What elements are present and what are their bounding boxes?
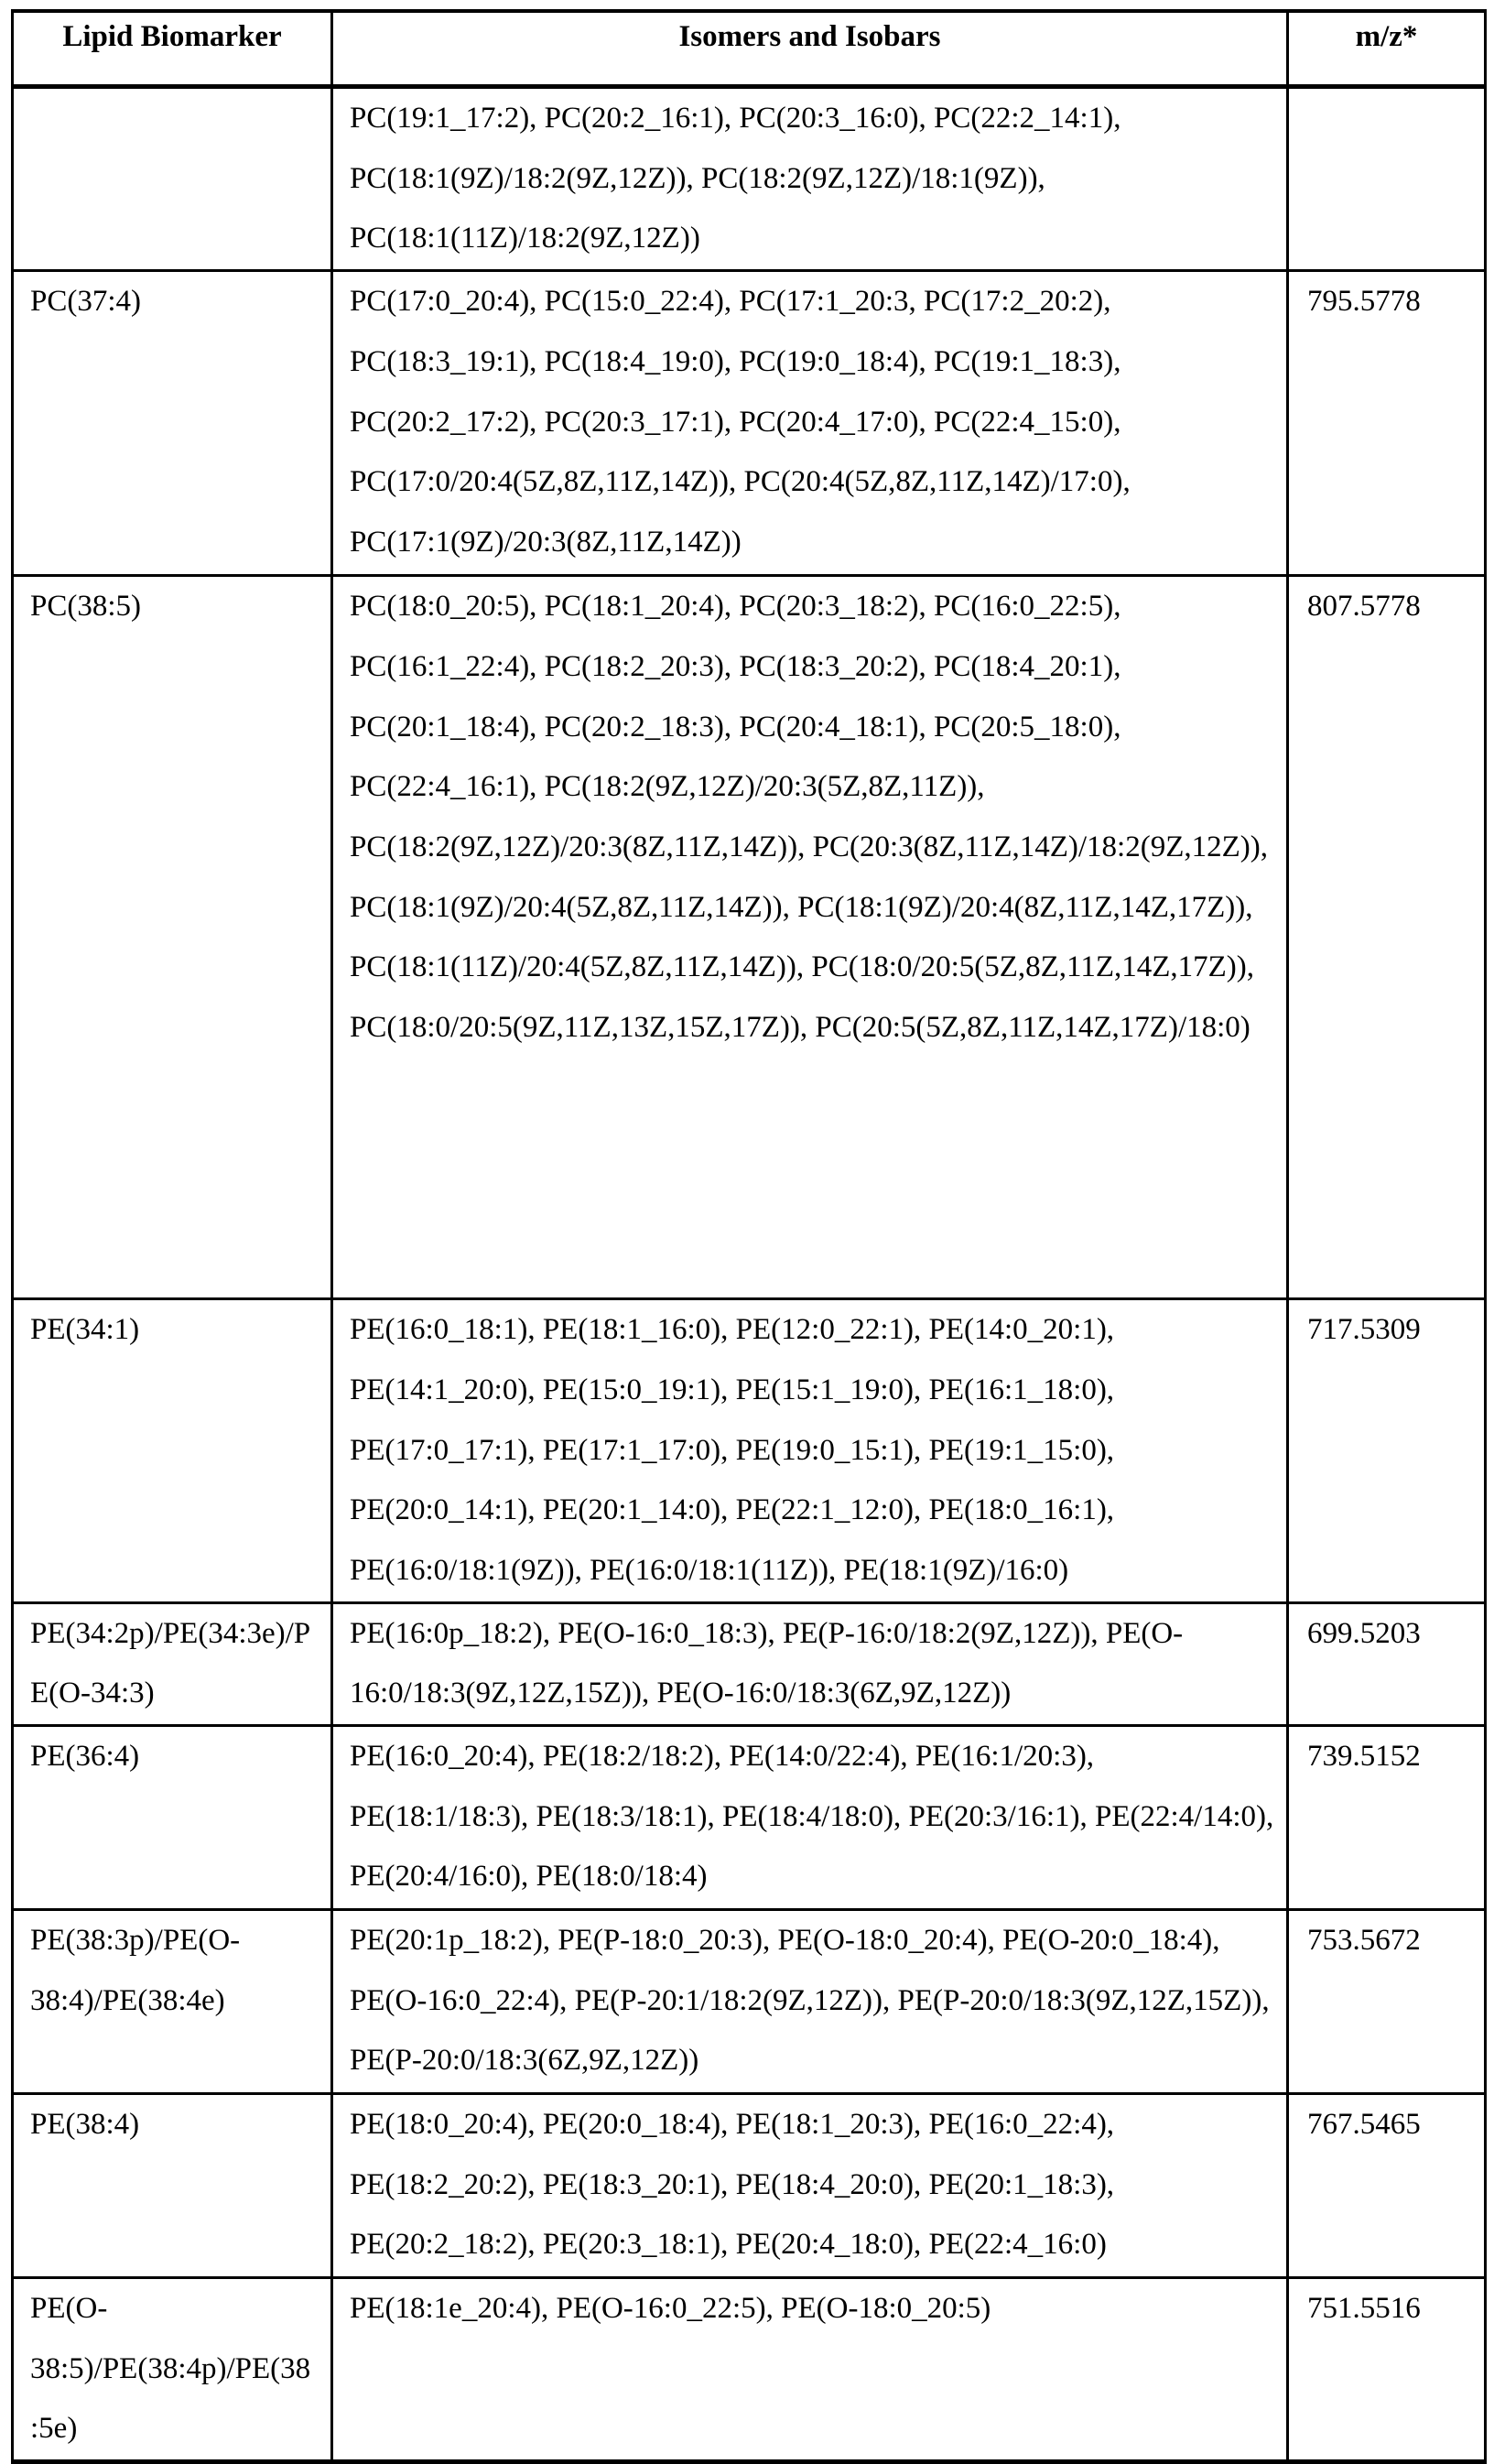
- lipid-biomarker-table: [11, 9, 1487, 2464]
- isomers-cell: PC(18:0_20:5), PC(18:1_20:4), PC(20:3_18:2), PC(16:0_22:5), PC(16:1_22:4), PC(18:2_20:3), PC(18:3_20:2), PC(18:4_20:1), PC(20:1_18:4), PC(20:2_18:3), PC(20:4_18:1), PC(20:5_18:0), PC(22:4_16:1), PC(18:2(9Z,12Z)/20:3(5Z,8Z,11Z)), PC(18:2(9Z,12Z)/20:3(8Z,11Z,14Z)), PC(20:3(8Z,11Z,14Z)/18:2(9Z,12Z)), PC(18:1(9Z)/20:4(5Z,8Z,11Z,14Z)), PC(18:1(9Z)/20:4(8Z,11Z,14Z,17Z)), PC(18:1(11Z)/20:4(5Z,8Z,11Z,14Z)), PC(18:0/20:5(5Z,8Z,11Z,14Z,17Z)), PC(18:0/20:5(9Z,11Z,13Z,15Z,17Z)), PC(20:5(5Z,8Z,11Z,14Z,17Z)/18:0): [332, 576, 1288, 1299]
- table-header-row: [13, 11, 1486, 87]
- biomarker-cell: PE(38:4): [13, 2094, 332, 2278]
- isomers-cell: PE(16:0_18:1), PE(18:1_16:0), PE(12:0_22:1), PE(14:0_20:1), PE(14:1_20:0), PE(15:0_19:1), PE(15:1_19:0), PE(16:1_18:0), PE(17:0_17:1), PE(17:1_17:0), PE(19:0_15:1), PE(19:1_15:0), PE(20:0_14:1), PE(20:1_14:0), PE(22:1_12:0), PE(18:0_16:1), PE(16:0/18:1(9Z)), PE(16:0/18:1(11Z)), PE(18:1(9Z)/16:0): [332, 1299, 1288, 1603]
- biomarker-cell: PC(38:5): [13, 576, 332, 1299]
- table-row: [13, 1602, 1486, 1725]
- isomers-cell: PE(16:0_20:4), PE(18:2/18:2), PE(14:0/22:4), PE(16:1/20:3), PE(18:1/18:3), PE(18:3/18:1), PE(18:4/18:0), PE(20:3/16:1), PE(22:4/14:0), PE(20:4/16:0), PE(18:0/18:4): [332, 1726, 1288, 1910]
- mz-cell: 795.5778: [1288, 271, 1486, 576]
- isomers-cell: PC(17:0_20:4), PC(15:0_22:4), PC(17:1_20:3, PC(17:2_20:2), PC(18:3_19:1), PC(18:4_19:0), PC(19:0_18:4), PC(19:1_18:3), PC(20:2_17:2), PC(20:3_17:1), PC(20:4_17:0), PC(22:4_15:0), PC(17:0/20:4(5Z,8Z,11Z,14Z)), PC(20:4(5Z,8Z,11Z,14Z)/17:0), PC(17:1(9Z)/20:3(8Z,11Z,14Z)): [332, 271, 1288, 576]
- mz-cell: 739.5152: [1288, 1726, 1486, 1910]
- mz-cell: 699.5203: [1288, 1602, 1486, 1725]
- biomarker-cell: PE(34:1): [13, 1299, 332, 1603]
- isomers-cell: PC(19:1_17:2), PC(20:2_16:1), PC(20:3_16:0), PC(22:2_14:1), PC(18:1(9Z)/18:2(9Z,12Z)), PC(18:2(9Z,12Z)/18:1(9Z)), PC(18:1(11Z)/18:2(9Z,12Z)): [332, 87, 1288, 271]
- isomers-cell: PE(18:1e_20:4), PE(O-16:0_22:5), PE(O-18:0_20:5): [332, 2278, 1288, 2462]
- biomarker-cell: PE(38:3p)/PE(O-38:4)/PE(38:4e): [13, 1910, 332, 2094]
- isomers-cell: PE(20:1p_18:2), PE(P-18:0_20:3), PE(O-18:0_20:4), PE(O-20:0_18:4), PE(O-16:0_22:4), PE(P-20:1/18:2(9Z,12Z)), PE(P-20:0/18:3(9Z,12Z,15Z)), PE(P-20:0/18:3(6Z,9Z,12Z)): [332, 1910, 1288, 2094]
- table-row: [13, 1910, 1486, 2094]
- table-row: [13, 271, 1486, 576]
- header-isomers-and-isobars: Isomers and Isobars: [332, 11, 1288, 87]
- table-row: [13, 87, 1486, 271]
- biomarker-cell: PE(O-38:5)/PE(38:4p)/PE(38:5e): [13, 2278, 332, 2462]
- mz-cell: 751.5516: [1288, 2278, 1486, 2462]
- biomarker-cell: PC(37:4): [13, 271, 332, 576]
- mz-cell: 717.5309: [1288, 1299, 1486, 1603]
- mz-cell: 753.5672: [1288, 1910, 1486, 2094]
- table-row: [13, 576, 1486, 1299]
- table-row: [13, 1726, 1486, 1910]
- mz-cell: 767.5465: [1288, 2094, 1486, 2278]
- table-row: [13, 2278, 1486, 2462]
- table-row: [13, 2094, 1486, 2278]
- table-body: [13, 87, 1486, 2462]
- biomarker-cell: PE(34:2p)/PE(34:3e)/PE(O-34:3): [13, 1602, 332, 1725]
- header-lipid-biomarker: Lipid Biomarker: [13, 11, 332, 87]
- table-row: [13, 1299, 1486, 1603]
- mz-cell: 807.5778: [1288, 576, 1486, 1299]
- header-mz: m/z*: [1288, 11, 1486, 87]
- biomarker-cell: PE(36:4): [13, 1726, 332, 1910]
- isomers-cell: PE(18:0_20:4), PE(20:0_18:4), PE(18:1_20:3), PE(16:0_22:4), PE(18:2_20:2), PE(18:3_20:1), PE(18:4_20:0), PE(20:1_18:3), PE(20:2_18:2), PE(20:3_18:1), PE(20:4_18:0), PE(22:4_16:0): [332, 2094, 1288, 2278]
- biomarker-cell: [13, 87, 332, 271]
- isomers-cell: PE(16:0p_18:2), PE(O-16:0_18:3), PE(P-16:0/18:2(9Z,12Z)), PE(O-16:0/18:3(9Z,12Z,15Z)), PE(O-16:0/18:3(6Z,9Z,12Z)): [332, 1602, 1288, 1725]
- mz-cell: [1288, 87, 1486, 271]
